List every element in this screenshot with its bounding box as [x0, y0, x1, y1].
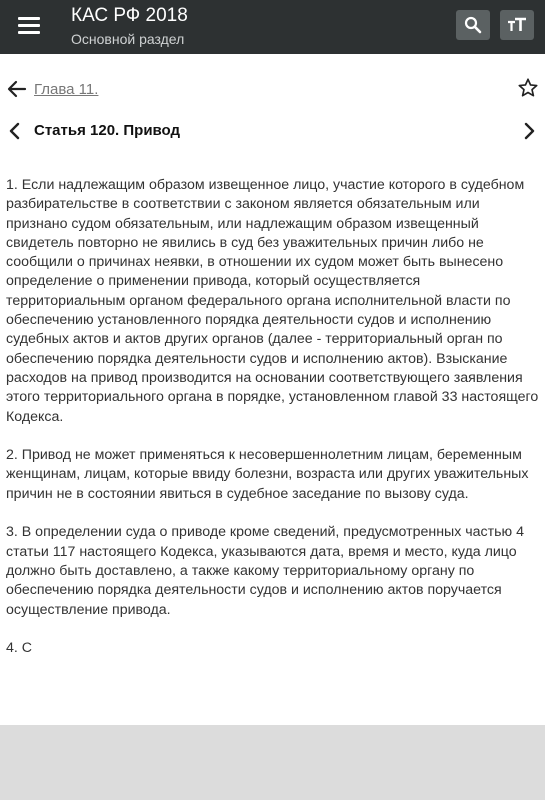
- article-title: Статья 120. Привод: [34, 122, 181, 139]
- font-size-button[interactable]: [500, 10, 534, 40]
- chevron-left-icon[interactable]: [8, 122, 22, 140]
- article-nav: [0, 116, 545, 146]
- article-body: [6, 176, 539, 721]
- star-icon[interactable]: [517, 77, 539, 99]
- app-subtitle: Основной раздел: [71, 31, 185, 47]
- app-bar: [0, 0, 545, 54]
- paragraph-2: 2. Привод не может применяться к несовершеннолетним лицам, беременным женщинам, лицам, которые ввиду болезни, возраста или других уважительных причин не в состоянии явиться в судебное заседание по вызову суда.: [6, 447, 529, 502]
- bottom-panel: [0, 725, 545, 800]
- chapter-nav: [0, 74, 545, 104]
- search-icon: [464, 16, 482, 34]
- paragraph-3: 3. В определении суда о приводе кроме сведений, предусмотренных частью 4 статьи 117 настоящего Кодекса, указываются дата, время и место, куда лицо должно быть доставлено, а также какому территориальному органу по обеспечению порядка деятельности судов и исполнению актов поручается осуществление привода.: [6, 524, 525, 618]
- back-arrow-icon[interactable]: [6, 78, 28, 100]
- chapter-link[interactable]: Глава 11.: [34, 81, 99, 98]
- menu-icon[interactable]: [18, 17, 40, 37]
- chevron-right-icon[interactable]: [522, 122, 536, 140]
- paragraph-1: 1. Если надлежащим образом извещенное лицо, участие которого в судебном разбирательстве в соответствии с законом является обязательным или признано судом обязательным, или надлежащим образом извещенный свидетель повторно не явились в суд без уважительных причин либо не сообщили о причинах неявки, в отношении их судом может быть вынесено определение о применении привода, который осуществляется территориальным органом федерального органа исполнительной власти по обеспечению установленного порядка деятельности судов и исполнению судебных актов и актов других органов (далее - территориальный орган по обеспечению порядка деятельности судов и исполнению актов). Взыскание расходов на привод производится на основании соответствующего заявления этого территориального органа в порядке, установленном главой 33 настоящего Кодекса.: [6, 177, 539, 425]
- font-size-icon: [507, 17, 527, 33]
- search-button[interactable]: [456, 10, 490, 40]
- app-title: КАС РФ 2018: [71, 5, 188, 26]
- paragraph-4: 4. С: [6, 640, 33, 657]
